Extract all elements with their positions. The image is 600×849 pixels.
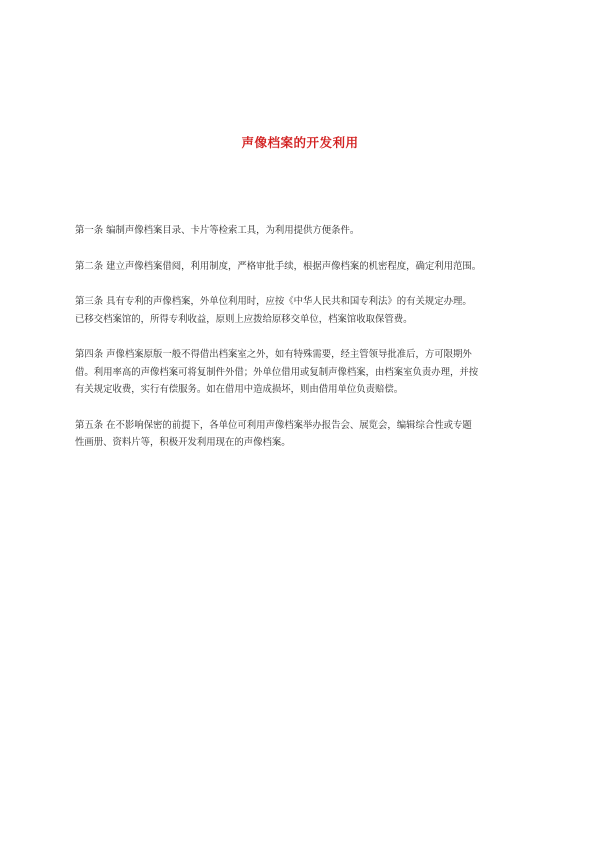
article-2-line-1: 第二条 建立声像档案借阅，利用制度，严格审批手续，根据声像档案的机密程度，确定利用范围。 <box>75 260 482 272</box>
article-4-line-2: 借。利用率高的声像档案可将复制件外借；外单位借用或复制声像档案，由档案室负责办理，并按 <box>75 366 479 378</box>
document-title: 声像档案的开发利用 <box>241 135 359 150</box>
article-4 <box>75 346 555 399</box>
article-4-line-1: 第四条 声像档案原版一般不得借出档案室之外，如有特殊需要，经主管领导批准后，方可限期外 <box>75 349 472 360</box>
article-1 <box>75 222 555 240</box>
article-5-line-2: 性画册、资料片等，积极开发利用现在的声像档案。 <box>75 437 291 448</box>
article-4-line-3: 有关规定收费，实行有偿服务。如在借用中造成损坏，则由借用单位负责赔偿。 <box>75 384 404 395</box>
article-3 <box>75 293 555 328</box>
article-3-line-2: 已移交档案馆的，所得专利收益，原则上应拨给原移交单位，档案馆收取保管费。 <box>75 313 413 325</box>
article-list <box>75 222 555 470</box>
article-3-line-1: 第三条 具有专利的声像档案，外单位利用时，应按《中华人民共和国专利法》的有关规定办理。 <box>75 296 472 307</box>
article-1-line-1: 第一条 编制声像档案目录、卡片等检索工具，为利用提供方便条件。 <box>75 225 360 236</box>
article-2 <box>75 258 555 276</box>
article-5-line-1: 第五条 在不影响保密的前提下，各单位可利用声像档案举办报告会、展览会，编辑综合性或专题 <box>75 419 472 431</box>
article-5 <box>75 417 555 452</box>
